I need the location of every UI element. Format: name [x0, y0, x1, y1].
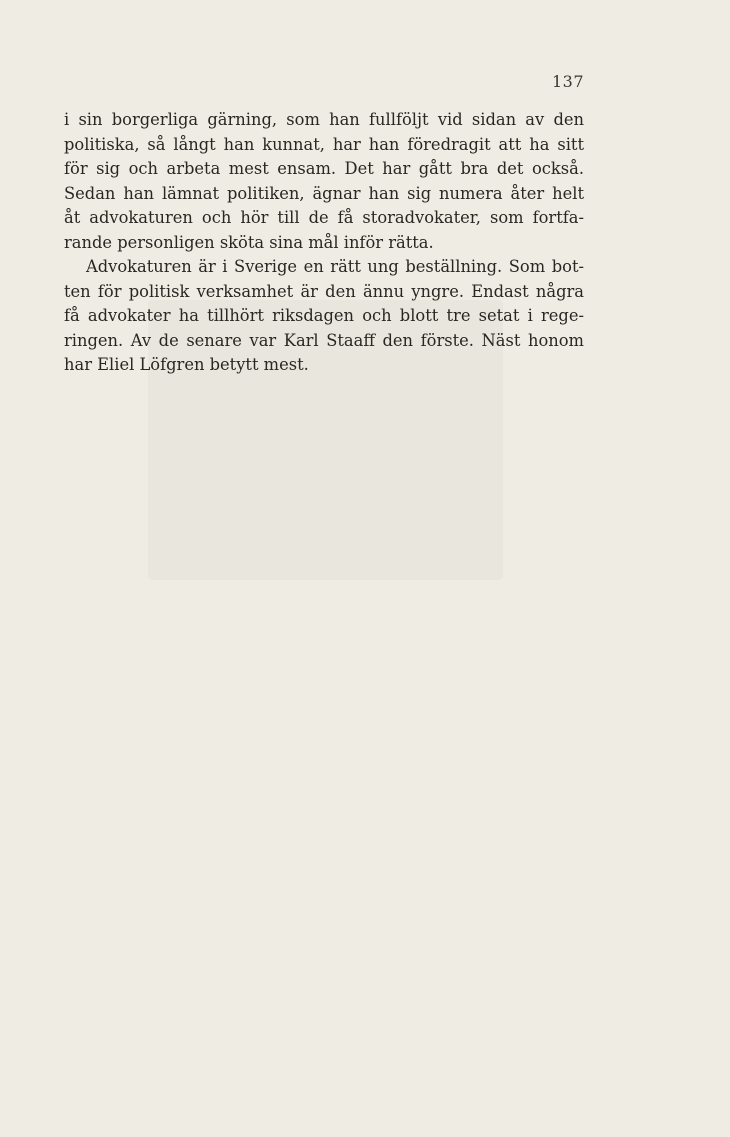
paragraph-2 [64, 255, 584, 378]
text-line: få advokater ha tillhört riksdagen och blott tre setat i rege- [64, 306, 584, 325]
text-line: rande personligen sköta sina mål inför rätta. [64, 232, 434, 252]
text-line: i sin borgerliga gärning, som han fullföljt vid sidan av den [64, 110, 584, 129]
page-number: 137 [551, 72, 584, 91]
text-line: har Eliel Löfgren betytt mest. [64, 355, 309, 374]
text-line: politiska, så långt han kunnat, har han föredragit att ha sitt [64, 134, 584, 154]
text-line: Sedan han lämnat politiken, ägnar han sig numera åter helt [64, 183, 584, 203]
paragraph-1 [64, 108, 584, 255]
text-line: ten för politisk verksamhet är den ännu yngre. Endast några [64, 281, 584, 301]
body-text [64, 108, 584, 378]
text-line: åt advokaturen och hör till de få storadvokater, som fortfa- [64, 208, 584, 227]
text-line: ringen. Av de senare var Karl Staaff den förste. Näst honom [64, 330, 584, 350]
text-line: Advokaturen är i Sverige en rätt ung beställning. Som bot- [86, 257, 584, 276]
text-line: för sig och arbeta mest ensam. Det har gått bra det också. [64, 159, 584, 178]
